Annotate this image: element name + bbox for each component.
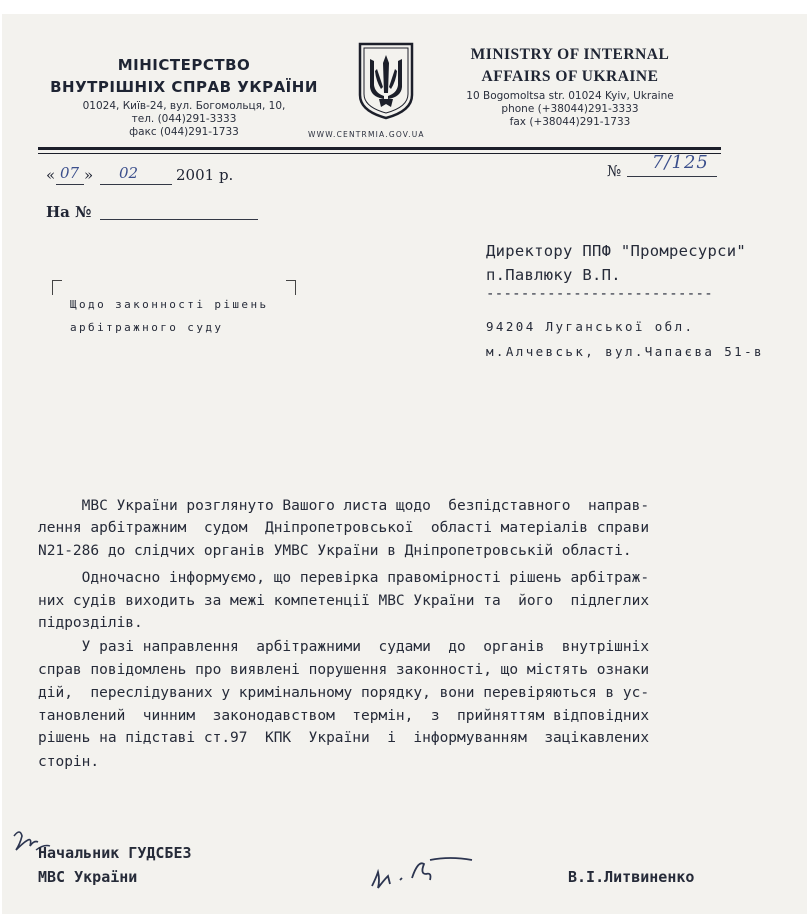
body-text-line: тановлений чинним законодавством термін, з прийняттям відповідних (38, 708, 650, 724)
date-close-quote: » (84, 166, 94, 184)
ua-phone: тел. (044)291-3333 (131, 113, 237, 125)
date-month-underline (100, 184, 172, 185)
addressee-line4: м.Алчевськ, вул.Чапаєва 51-в (486, 344, 764, 359)
addressee-line2: п.Павлюку В.П. (486, 266, 621, 284)
signatory-name: В.І.Литвиненко (568, 868, 695, 886)
body-text-line: них судів виходить за межі компетенції МВС України та його підлеглих (38, 593, 650, 609)
en-ministry-title-line2: AFFAIRS OF UKRAINE (481, 68, 659, 85)
body-text-line: Одночасно інформуємо, що перевірка правомірності рішень арбітраж- (38, 570, 650, 586)
outgoing-number-label: № (607, 162, 622, 180)
addressee-dashes: -------------------------- (486, 286, 713, 302)
outgoing-number-value: 7/125 (652, 152, 709, 173)
date-month: 02 (119, 164, 139, 182)
date-day: 07 (60, 164, 80, 182)
signatory-title-line1: Начальник ГУДСБЕЗ (38, 844, 192, 862)
date-open-quote: « (46, 166, 56, 184)
en-ministry-title-line1: MINISTRY OF INTERNAL (470, 46, 670, 63)
website: WWW.CENTRMIA.GOV.UA (308, 130, 425, 139)
subject-bracket-left-icon (52, 280, 62, 295)
date-day-underline (56, 184, 84, 185)
addressee-line3: 94204 Луганської обл. (486, 319, 695, 334)
ua-ministry-title-line1: МІНІСТЕРСТВО (117, 56, 251, 74)
letterhead-en (442, 44, 698, 129)
body-text-line: підрозділів. (38, 615, 143, 631)
en-phone: phone (+38044)291-3333 (501, 103, 639, 115)
ua-ministry-title-line2: ВНУТРІШНІХ СПРАВ УКРАЇНИ (50, 78, 318, 96)
ua-fax: факс (044)291-1733 (129, 126, 239, 138)
addressee-line1: Директору ППФ "Промресурси" (486, 242, 747, 260)
body-text-line: МВС України розглянуто Вашого листа щодо безпідставного направ- (38, 498, 650, 514)
subject-line2: арбітражного суду (70, 321, 224, 334)
en-fax: fax (+38044)291-1733 (509, 116, 631, 128)
outgoing-number-underline (627, 176, 717, 177)
reply-to-label: На № (46, 203, 92, 221)
body-text-line: справ повідомлень про виявлені порушення законності, що містять ознаки (38, 662, 650, 678)
en-address: 10 Bogomoltsa str. 01024 Kyiv, Ukraine (466, 90, 674, 102)
signatory-title-line2: МВС України (38, 868, 138, 886)
subject-bracket-right-icon (286, 280, 296, 295)
body-text-line: лення арбітражним судом Дніпропетровської області матеріалів справи (38, 520, 650, 536)
subject-line1: Щодо законності рішень (70, 298, 269, 311)
letter-sheet (2, 14, 807, 914)
body-text-line: сторін. (38, 754, 100, 770)
letterhead-rule-thick (38, 147, 721, 150)
letterhead-rule-thin (38, 153, 721, 154)
ua-address: 01024, Київ-24, вул. Богомольця, 10, (82, 100, 286, 112)
handwritten-signature-icon (368, 850, 478, 894)
reply-to-underline (100, 219, 258, 220)
body-text-line: рішень на підставі ст.97 КПК України і інформуванням зацікавлених (38, 730, 650, 746)
date-year: 2001 р. (176, 166, 234, 184)
body-text-line: У разі направлення арбітражними судами до органів внутрішніх (38, 639, 650, 655)
letterhead-ua (30, 54, 338, 139)
body-text-line: N21-286 до слідчих органів УМВС України в Дніпропетровській області. (38, 543, 632, 559)
body-text-line: дій, переслідуваних у кримінальному порядку, вони перевіряються в ус- (38, 685, 650, 701)
coat-of-arms-icon (357, 41, 415, 121)
